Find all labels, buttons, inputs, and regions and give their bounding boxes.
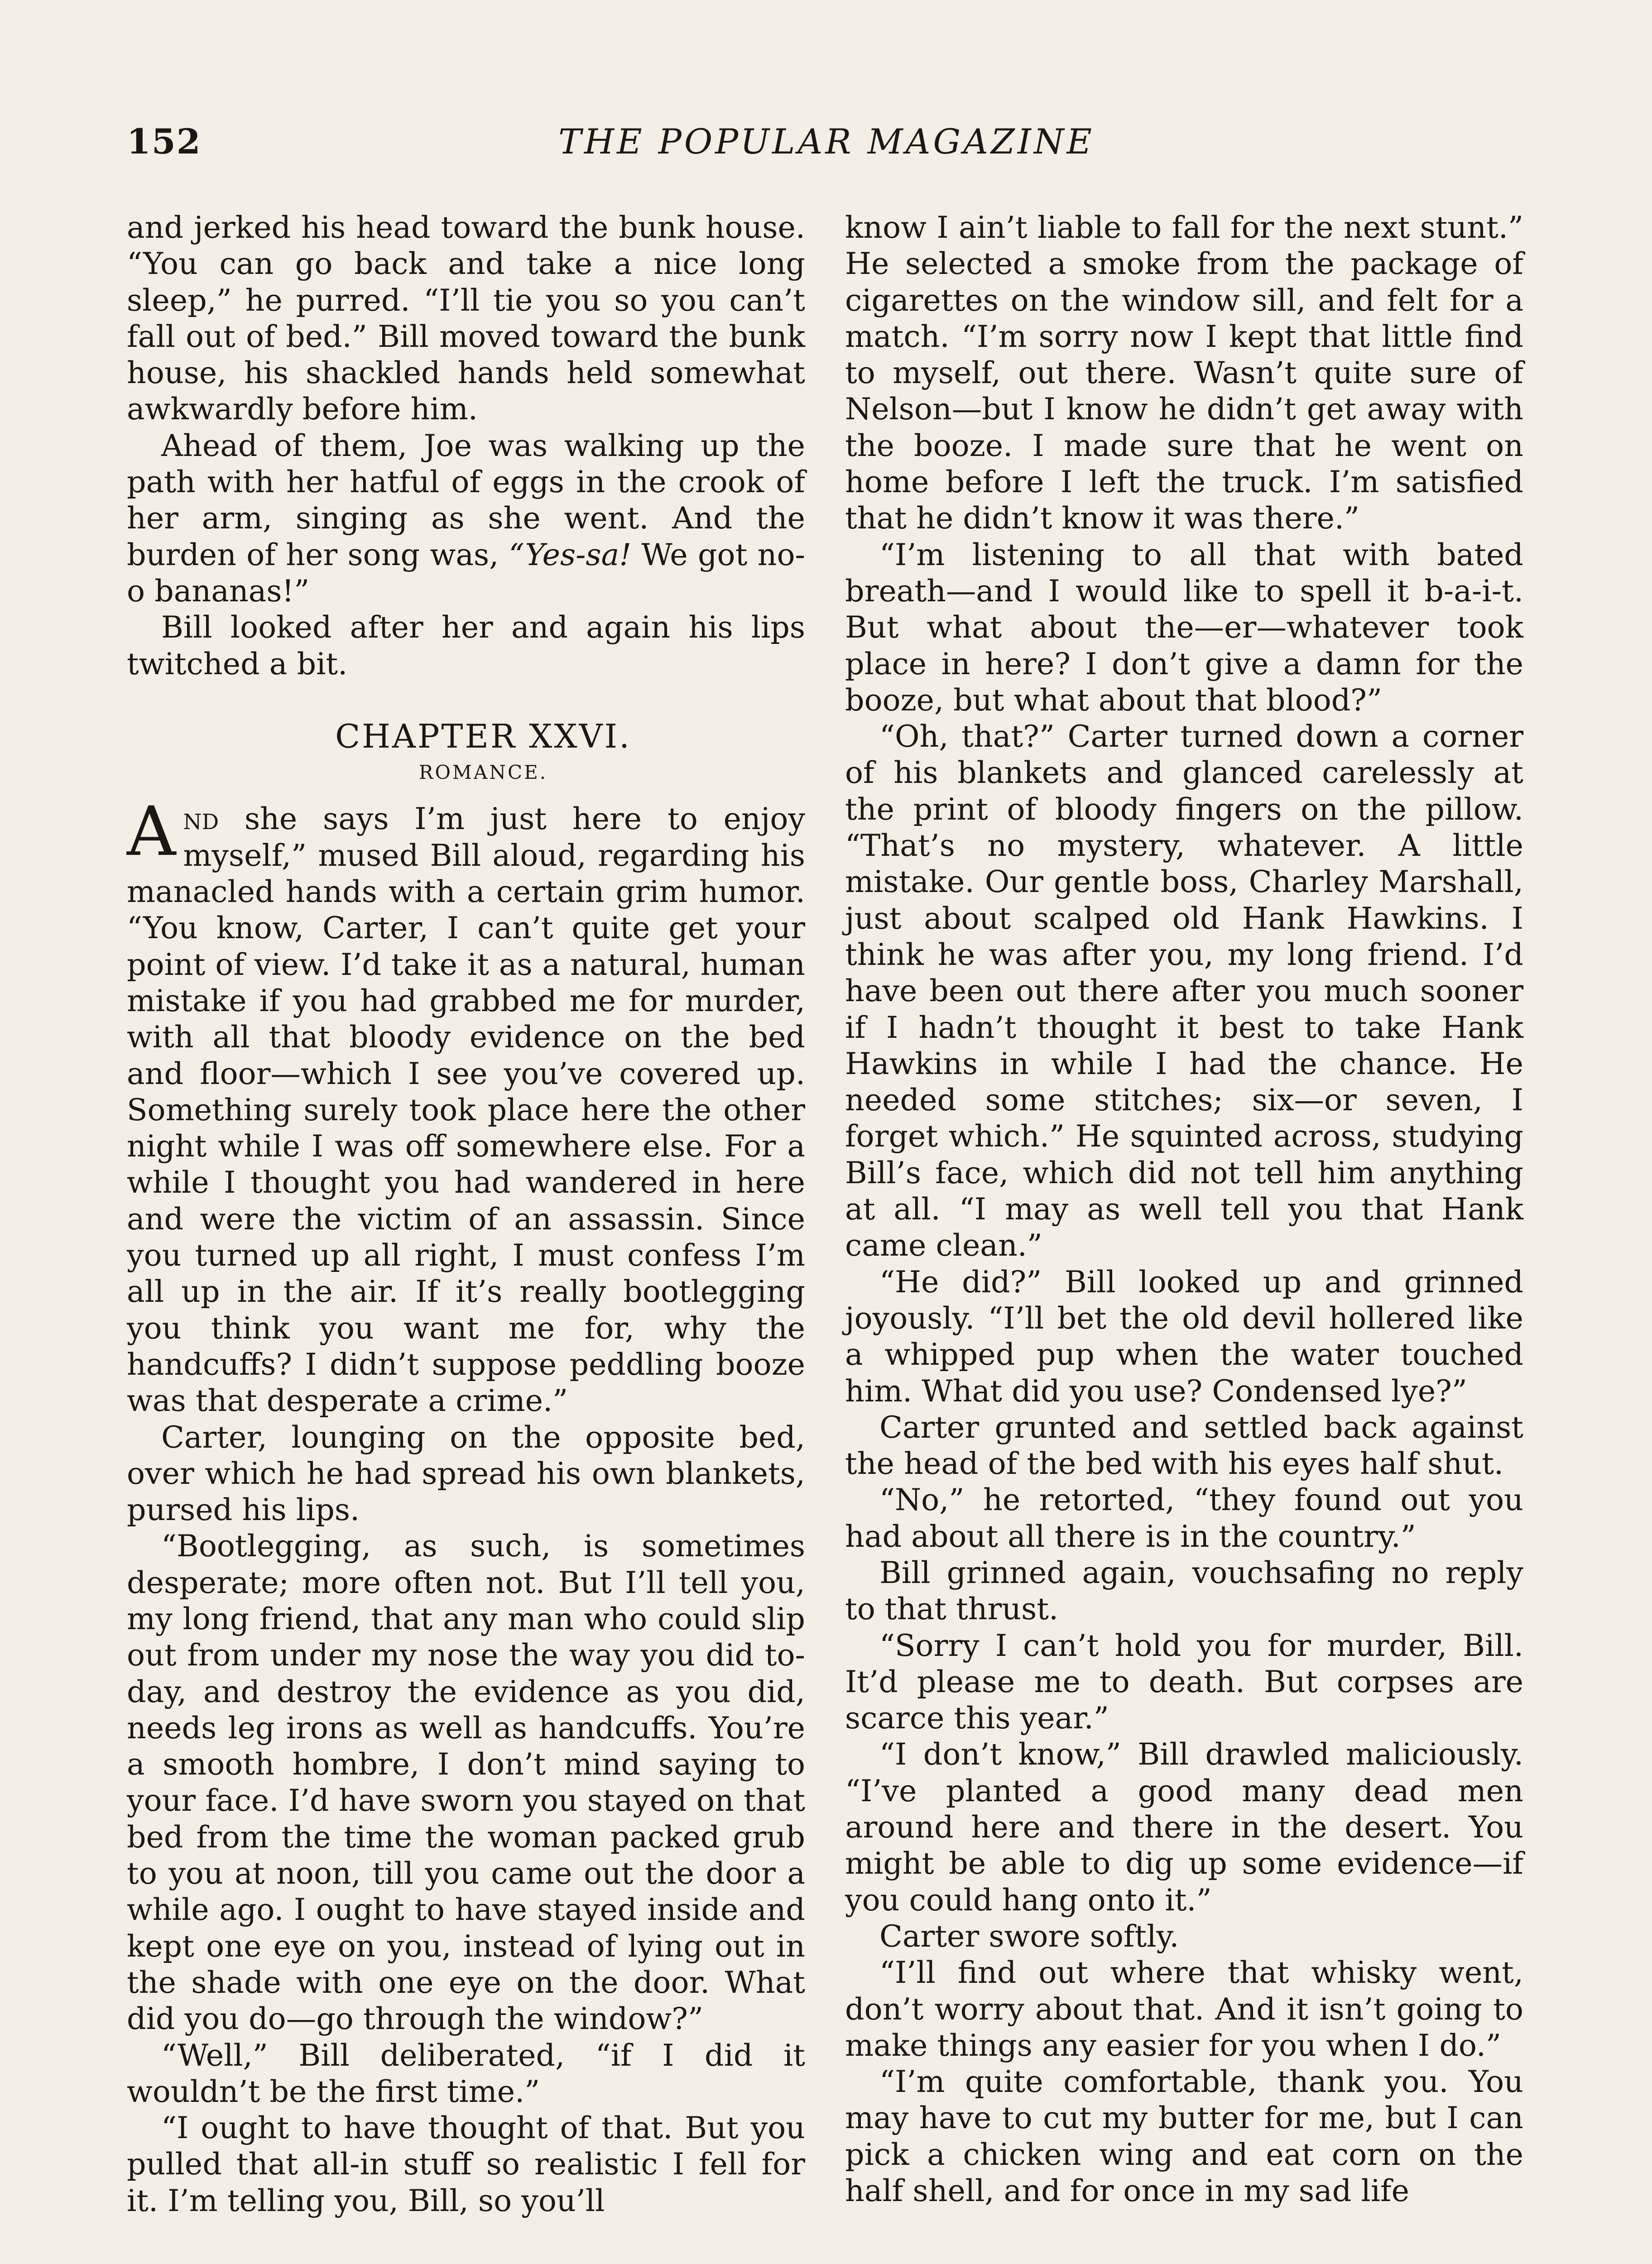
paragraph: “Oh, that?” Carter turned down a corner of his blankets and glanced carelessly at the print of bloody fingers on the pillow. “That’s no mystery, whatever. A little mistake. Our gentle boss, Charley Marshall, just about scalped old Hank Hawkins. I think he was after you, my long friend. I’d have been out there after you much sooner if I hadn’t thought it best to take Hank Hawkins in while I had the chance. He needed some stitches; six—or seven, I forget which.” He squinted across, studying Bill’s face, which did not tell him anything at all. “I may as well tell you that Hank came clean.” — [845, 719, 1523, 1263]
paragraph: Ahead of them, Joe was walking up the path with her hatful of eggs in the crook of her arm, singing as she went. And the burden of her song was, “Yes-sa! We got no-o bananas!” — [127, 427, 805, 609]
song-lyric: “Yes-sa! — [509, 537, 632, 572]
paragraph: Bill looked after her and again his lips twitched a bit. — [127, 609, 805, 681]
drop-cap: A — [127, 792, 176, 872]
paragraph: and jerked his head toward the bunk house. “You can go back and take a nice long sleep,” he purred. “I’ll tie you so you can’t fall out of bed.” Bill moved toward the bunk house, his shackled hands held somewhat awkwardly before him. — [127, 210, 805, 427]
paragraph: “I’m quite comfortable, thank you. You may have to cut my butter for me, but I can pick a chicken wing and eat corn on the half shell, and for once in my sad life — [845, 2064, 1523, 2209]
paragraph: “I ought to have thought of that. But you pulled that all-in stuff so realistic I fell for it. I’m telling you, Bill, so you’ll — [127, 2110, 805, 2218]
paragraph: “I’ll find out where that whisky went, don’t worry about that. And it isn’t going to make things any easier for you when I do.” — [845, 1955, 1523, 2063]
paragraph: “I don’t know,” Bill drawled maliciously. “I’ve planted a good many dead men around here and there in the desert. You might be able to dig up some evidence—if you could hang onto it.” — [845, 1736, 1523, 1918]
paragraph: “He did?” Bill looked up and grinned joyously. “I’ll bet the old devil hollered like a whipped pup when the water touched him. What did you use? Condensed lye?” — [845, 1264, 1523, 1409]
paragraph: “No,” he retorted, “they found out you had about all there is in the country.” — [845, 1482, 1523, 1554]
paragraph: “Sorry I can’t hold you for murder, Bill. It’d please me to death. But corpses are scarce this year.” — [845, 1627, 1523, 1736]
paragraph: Bill grinned again, vouchsafing no reply to that thrust. — [845, 1554, 1523, 1627]
chapter-heading: CHAPTER XXVI. — [335, 717, 631, 755]
running-head: THE POPULAR MAGAZINE — [558, 121, 1095, 162]
paragraph: “I’m listening to all that with bated breath—and I would like to spell it b-a-i-t. But what about the—er—whatever took place in here? I don’t give a damn for the booze, but what about that blood?” — [845, 537, 1523, 718]
chapter-title: ROMANCE. — [418, 761, 548, 784]
opening-paragraph: And she says I’m just here to enjoy myself,” mused Bill aloud, regarding his manacled hands with a certain grim humor. “You know, Carter, I can’t quite get your point of view. I’d take it as a natural, human mistake if you had grabbed me for murder, with all that bloody evidence on the bed and floor—which I see you’ve covered up. Something surely took place here the other night while I was off somewhere else. For a while I thought you had wandered in here and were the victim of an assassin. Since you turned up all right, I must confess I’m all up in the air. If it’s really bootlegging you think you want me for, why the handcuffs? I didn’t suppose peddling booze was that desperate a crime.” — [127, 792, 805, 1419]
paragraph: know I ain’t liable to fall for the next stunt.” He selected a smoke from the package of cigarettes on the window sill, and felt for a match. “I’m sorry now I kept that little find to myself, out there. Wasn’t quite sure of Nelson—but I know he didn’t get away with the booze. I made sure that he went on home before I left the truck. I’m satisfied that he didn’t know it was there.” — [845, 210, 1523, 536]
left-column — [127, 209, 805, 2219]
page-number: 152 — [127, 121, 202, 162]
page-header — [127, 121, 1526, 176]
paragraph: Carter grunted and settled back against the head of the bed with his eyes half shut. — [845, 1409, 1523, 1482]
paragraph: Carter swore softly. — [879, 1918, 1179, 1954]
paragraph: “Bootlegging, as such, is sometimes desperate; more often not. But I’ll tell you, my long friend, that any man who could slip out from under my nose the way you did to-day, and destroy the evidence as you did, needs leg irons as well as handcuffs. You’re a smooth hombre, I don’t mind saying to your face. I’d have sworn you stayed on that bed from the time the woman packed grub to you at noon, till you came out the door a while ago. I ought to have stayed inside and kept one eye on you, instead of lying out in the shade with one eye on the door. What did you do—go through the window?” — [127, 1528, 805, 2037]
right-column — [845, 209, 1523, 2209]
paragraph: “Well,” Bill deliberated, “if I did it wouldn’t be the first time.” — [127, 2037, 805, 2109]
paragraph: Carter, lounging on the opposite bed, over which he had spread his own blankets, pursed his lips. — [127, 1419, 805, 1528]
